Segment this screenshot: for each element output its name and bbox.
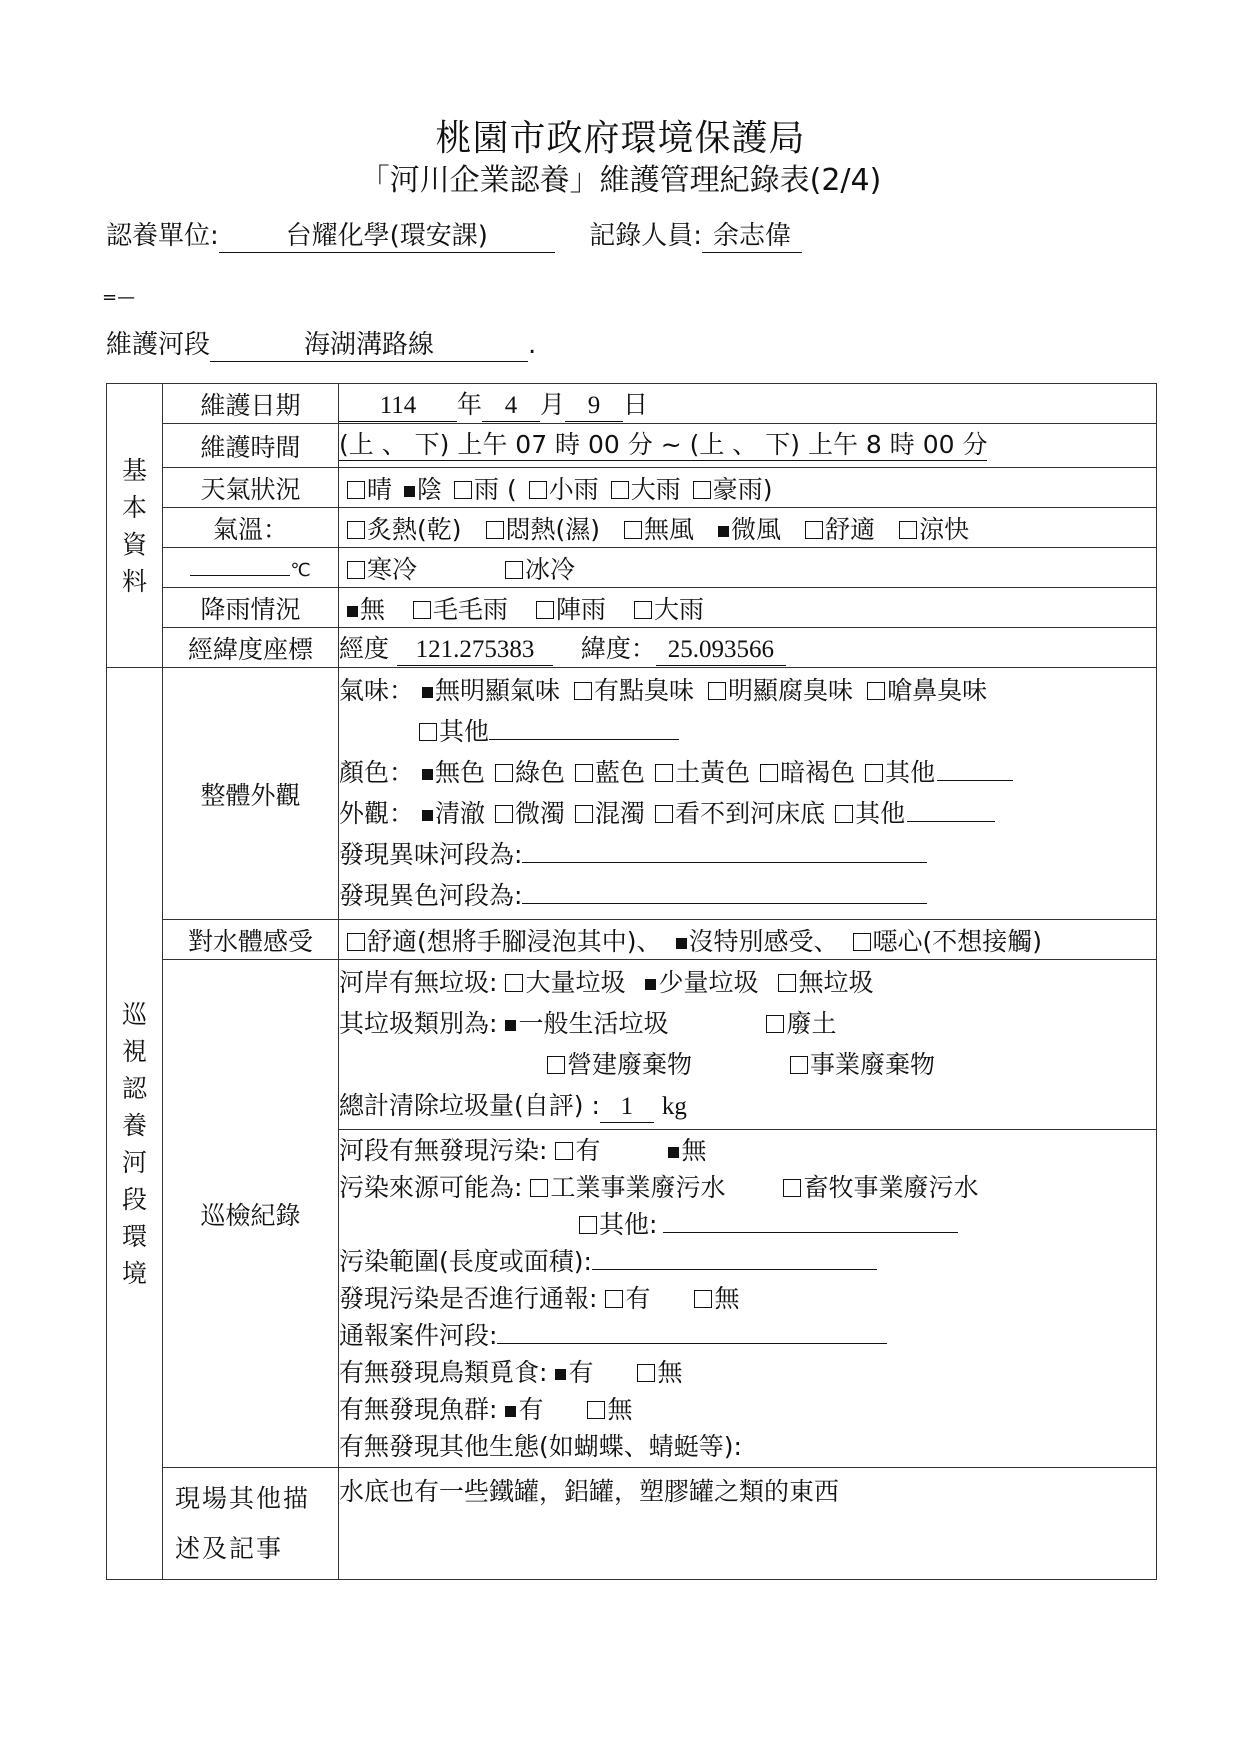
option-group-label: 發現污染是否進行通報: [339,1284,598,1313]
checkbox-option[interactable] [782,1050,935,1079]
checkbox-option-label: 微風 [731,514,782,544]
checkbox-option-label: 豪雨) [712,474,773,504]
date-day: 9 [565,392,623,422]
checkbox-option[interactable] [700,676,853,705]
checkbox-option-label: 噁心(不想接觸) [872,926,1043,956]
checkbox-option[interactable] [414,676,560,705]
checkbox-option[interactable] [685,475,773,504]
row-feeling [107,920,1157,960]
patrol-group-label: 巡視認養河段環境 [107,668,163,1580]
lon-value: 121.275383 [397,636,553,666]
checkbox-option-label: 無 [657,1358,683,1387]
date-month: 4 [482,392,540,422]
checkbox-option-label: 藍色 [595,758,646,787]
checkbox-option-label: 炙熱(乾) [367,514,462,544]
empty-box-icon[interactable] [505,561,523,579]
checkbox-option[interactable] [405,595,508,624]
checkbox-option-label: 無 [360,594,386,624]
option-group-label: 污染來源可能為: [339,1173,523,1202]
checkbox-option[interactable] [339,515,462,544]
checkbox-option[interactable] [446,475,517,504]
checkbox-option-label: 晴 [367,474,393,504]
checkbox-option-label: 微濁 [515,799,566,828]
checkbox-option[interactable] [547,1136,600,1165]
empty-box-icon[interactable] [694,1290,712,1308]
stray-mark: =— [102,287,136,308]
checkbox-option-label: 看不到河床底 [675,799,826,828]
checkbox-option-label: 混濁 [595,799,646,828]
checkbox-option[interactable] [668,927,839,956]
adopter-line [106,215,802,253]
case-row: 通報案件河段: [339,1317,1156,1354]
checkbox-option[interactable] [497,968,625,997]
look-row [339,793,1156,834]
weather-label: 天氣狀況 [163,468,339,508]
checked-box-icon[interactable] [422,810,433,821]
empty-box-icon[interactable] [853,933,871,951]
checkbox-option-label: 一般生活垃圾 [518,1009,669,1038]
coords-label: 經緯度座標 [163,628,339,668]
checked-box-icon[interactable] [676,938,687,949]
empty-box-icon[interactable] [454,481,472,499]
option-group-label: 其垃圾類別為: [339,1009,498,1038]
pollution-row [339,1132,1156,1169]
empty-box-icon[interactable] [555,1142,573,1160]
empty-box-icon[interactable] [347,933,365,951]
checkbox-option[interactable] [827,799,905,828]
checkbox-option-label: 大雨 [630,474,681,504]
checkbox-option-label: 無 [714,1284,740,1313]
checked-box-icon[interactable] [404,486,415,497]
trash-content [339,960,1157,1130]
checkbox-option-label: 陣雨 [556,594,607,624]
row-date [107,384,1157,424]
empty-box-icon[interactable] [708,682,726,700]
checkbox-option-label: 有 [625,1284,651,1313]
row-temp-2 [107,548,1157,588]
checkbox-option[interactable] [571,1210,657,1239]
checked-box-icon[interactable] [555,1369,566,1380]
empty-box-icon[interactable] [655,805,673,823]
river-section-end: . [528,330,537,360]
checkbox-option-label: 其他 [855,799,906,828]
checkbox-option[interactable] [497,555,575,584]
notes-value: 水底也有一些鐵罐，鋁罐，塑膠罐之類的東西 [339,1468,1157,1580]
checkbox-option-label: 寒冷 [367,554,418,584]
empty-box-icon[interactable] [413,601,431,619]
checkbox-option[interactable] [339,475,392,504]
checkbox-option-label: 畜牧事業廢污水 [803,1173,979,1202]
empty-box-icon[interactable] [575,764,593,782]
empty-box-icon[interactable] [347,481,365,499]
pollution-content [339,1130,1157,1468]
checkbox-option[interactable] [891,515,969,544]
empty-box-icon[interactable] [495,764,513,782]
checkbox-option[interactable] [567,799,645,828]
checkbox-option[interactable] [797,515,875,544]
option-group-label: 外觀： [339,799,415,828]
trash-type-row [339,1003,1156,1044]
document-title: 桃園市政府環境保護局 [435,118,806,159]
empty-box-icon[interactable] [805,521,823,539]
checkbox-option[interactable] [629,1358,682,1387]
river-section-value: 海湖溝路線 [210,331,528,362]
fish-row [339,1391,1156,1428]
smell-other-row: 其他 [339,711,1156,752]
source-row [339,1169,1156,1206]
checkbox-option[interactable] [339,555,417,584]
birds-row [339,1354,1156,1391]
time-text: (上 、 下) 上午 07 時 00 分 ~ (上 、 下) 上午 8 時 00 分 [339,430,988,460]
smell-row [339,670,1156,711]
document-subtitle: 「河川企業認養」維護管理紀錄表(2/4) [359,163,882,198]
option-group-label: 有無發現鳥類覓食: [339,1358,548,1387]
checkbox-option-label: 雨 ( [474,474,517,504]
checkbox-option[interactable] [487,799,565,828]
row-coords [107,628,1157,668]
row-weather [107,468,1157,508]
checkbox-option[interactable] [396,475,442,504]
report-row [339,1280,1156,1317]
color-row [339,752,1156,793]
coords-value [339,628,1157,668]
checkbox-option-label: 大量垃圾 [525,968,626,997]
empty-box-icon[interactable] [347,521,365,539]
checkbox-option-label: 舒適(想將手腳浸泡其中)、 [367,926,662,956]
checkbox-option[interactable] [539,1050,692,1079]
empty-box-icon[interactable] [766,1015,784,1033]
empty-box-icon[interactable] [587,1401,605,1419]
date-label: 維護日期 [163,384,339,424]
temp-label: 氣溫： [163,508,339,548]
empty-box-icon[interactable] [495,805,513,823]
row-temp-1 [107,508,1157,548]
checkbox-option[interactable] [521,475,599,504]
empty-box-icon[interactable] [486,521,504,539]
checkbox-option[interactable] [567,758,645,787]
option-group-label: 河岸有無垃圾: [339,968,498,997]
checkbox-option[interactable] [522,1173,725,1202]
checked-box-icon[interactable] [422,769,433,780]
empty-box-icon[interactable] [611,481,629,499]
checkbox-option[interactable] [775,1173,978,1202]
empty-box-icon[interactable] [790,1056,808,1074]
color-section-row: 發現異色河段為: [339,875,1156,916]
trash-type-row-2 [339,1044,1156,1085]
checkbox-option-label: 無垃圾 [798,968,874,997]
checkbox-option[interactable] [637,968,758,997]
option-group-label: 顏色： [339,758,415,787]
checkbox-option-label: 無明顯氣味 [435,676,561,705]
checkbox-option-label: 營建廢棄物 [567,1050,693,1079]
checkbox-option-label: 陰 [417,474,443,504]
checked-box-icon[interactable] [718,526,729,537]
lat-label: 緯度： [580,634,656,664]
empty-box-icon[interactable] [579,1216,597,1234]
checkbox-option-label: 暗褐色 [780,758,856,787]
checkbox-option[interactable] [647,758,750,787]
checkbox-option-label: 冰冷 [525,554,576,584]
recorder-value: 余志偉 [702,222,802,253]
checkbox-option-label: 沒特別感受、 [688,926,839,956]
checkbox-option-label: 無 [681,1136,707,1165]
trash-total-value: 1 [600,1093,654,1123]
empty-box-icon[interactable] [899,521,917,539]
checked-box-icon[interactable] [505,1406,516,1417]
checkbox-option-label: 工業事業廢污水 [550,1173,726,1202]
checkbox-option[interactable] [758,1009,836,1038]
rain-label: 降雨情況 [163,588,339,628]
checked-box-icon[interactable] [645,979,656,990]
empty-box-icon[interactable] [605,1290,623,1308]
appearance-content [339,668,1157,920]
empty-box-icon[interactable] [655,764,673,782]
checkbox-option-label: 事業廢棄物 [810,1050,936,1079]
river-section-line [106,324,536,362]
row-appearance [107,668,1157,920]
checkbox-option[interactable] [414,758,485,787]
checkbox-option[interactable] [579,1395,632,1424]
odor-section-row: 發現異味河段為: [339,834,1156,875]
checked-box-icon[interactable] [347,606,358,617]
temp-unit-cell [163,548,339,588]
row-rain [107,588,1157,628]
checkbox-option-label: 毛毛雨 [433,594,509,624]
checkbox-option-label: 無 [607,1395,633,1424]
adopter-unit-label: 認養單位: [106,221,219,251]
checkbox-option[interactable] [528,595,606,624]
checkbox-option[interactable] [710,515,781,544]
checked-box-icon[interactable] [668,1147,679,1158]
lon-label: 經度 [339,634,390,664]
adopter-unit-value: 台耀化學(環安課) [219,222,555,253]
trash-total-row: 總計清除垃圾量(自評) : 1 kg [339,1085,1156,1127]
empty-box-icon[interactable] [778,974,796,992]
recorder-label: 記錄人員: [589,221,703,251]
inspection-label: 巡檢紀錄 [163,960,339,1468]
checkbox-option[interactable] [597,1284,650,1313]
checkbox-option-label: 有點臭味 [594,676,695,705]
empty-box-icon[interactable] [865,764,883,782]
row-notes [107,1468,1157,1580]
empty-box-icon[interactable] [637,1364,655,1382]
row-trash [107,960,1157,1130]
checkbox-option[interactable] [478,515,601,544]
checkbox-option-label: 土黃色 [675,758,751,787]
option-group-label: 氣味： [339,676,415,705]
checkbox-option-label: 其他: [599,1210,658,1239]
empty-box-icon[interactable] [505,974,523,992]
checkbox-option[interactable] [414,799,485,828]
empty-box-icon[interactable] [624,521,642,539]
checkbox-option-label: 有 [568,1358,594,1387]
checkbox-option-label: 大雨 [654,594,705,624]
empty-box-icon[interactable] [634,601,652,619]
appearance-label: 整體外觀 [163,668,339,920]
empty-box-icon[interactable] [693,481,711,499]
record-table [106,383,1157,1580]
time-label: 維護時間 [163,424,339,468]
checkbox-option[interactable] [770,968,873,997]
checkbox-option-label: 綠色 [515,758,566,787]
checkbox-option[interactable] [647,799,825,828]
checkbox-option-label: 廢土 [786,1009,837,1038]
checkbox-option-label: 無色 [435,758,486,787]
river-section-label: 維護河段 [106,330,211,360]
checkbox-option-label: 清澈 [435,799,486,828]
checkbox-option-label: 有 [575,1136,601,1165]
temp-options-2 [339,548,1157,588]
checked-box-icon[interactable] [505,1020,516,1031]
empty-box-icon[interactable] [783,1179,801,1197]
weather-options [339,468,1157,508]
row-time [107,424,1157,468]
checkbox-option[interactable] [497,1009,668,1038]
checkbox-option[interactable] [497,1395,543,1424]
temp-options-1 [339,508,1157,548]
checkbox-option-label: 小雨 [548,474,599,504]
basic-group-label: 基本資料 [107,384,163,668]
empty-box-icon[interactable] [547,1056,565,1074]
source-other-row [339,1206,1156,1243]
rain-options [339,588,1157,628]
checkbox-option-label: 涼快 [919,514,970,544]
date-year: 114 [339,392,457,422]
checkbox-option-label: 有 [518,1395,544,1424]
checkbox-option[interactable] [626,595,704,624]
checkbox-option[interactable] [487,758,565,787]
trash-total-unit: kg [661,1093,687,1120]
empty-box-icon[interactable] [835,805,853,823]
checkbox-option-label: 嗆鼻臭味 [887,676,988,705]
empty-box-icon[interactable] [529,481,547,499]
trash-row [339,962,1156,1003]
checkbox-option[interactable] [616,515,694,544]
empty-box-icon[interactable] [575,805,593,823]
empty-box-icon[interactable] [574,682,592,700]
empty-box-icon[interactable] [867,682,885,700]
checkbox-option[interactable] [859,676,987,705]
eco-row: 有無發現其他生態(如蝴蝶、蜻蜓等): [339,1432,742,1461]
lat-value: 25.093566 [656,636,786,666]
checkbox-option-label: 無風 [644,514,695,544]
time-value [339,424,1157,468]
checkbox-option[interactable] [686,1284,739,1313]
checkbox-option-label: 悶熱(濕) [505,514,601,544]
empty-box-icon[interactable] [347,561,365,579]
checkbox-option-label: 少量垃圾 [658,968,759,997]
checkbox-option[interactable] [857,758,935,787]
empty-box-icon[interactable] [760,764,778,782]
checkbox-option[interactable] [339,595,385,624]
checkbox-option[interactable] [660,1136,706,1165]
date-value: 114 年 4 月 9 日 [339,384,1157,424]
empty-box-icon[interactable] [530,1179,548,1197]
checked-box-icon[interactable] [422,687,433,698]
checkbox-option[interactable] [603,475,681,504]
notes-label: 現場其他描述及記事 [163,1468,339,1580]
temp-unit: ℃ [290,560,311,581]
checkbox-option-label: 其他 [885,758,936,787]
feeling-options [339,920,1157,960]
checkbox-option[interactable] [339,927,662,956]
checkbox-option[interactable] [845,927,1043,956]
checkbox-option-label: 明顯腐臭味 [728,676,854,705]
feeling-label: 對水體感受 [163,920,339,960]
option-group-label: 有無發現魚群: [339,1395,498,1424]
checkbox-option-label: 舒適 [825,514,876,544]
checkbox-option[interactable] [547,1358,593,1387]
range-row: 污染範圍(長度或面積): [339,1243,1156,1280]
checkbox-option[interactable] [566,676,694,705]
option-group-label: 河段有無發現污染: [339,1136,548,1165]
empty-box-icon[interactable] [536,601,554,619]
checkbox-option[interactable] [752,758,855,787]
